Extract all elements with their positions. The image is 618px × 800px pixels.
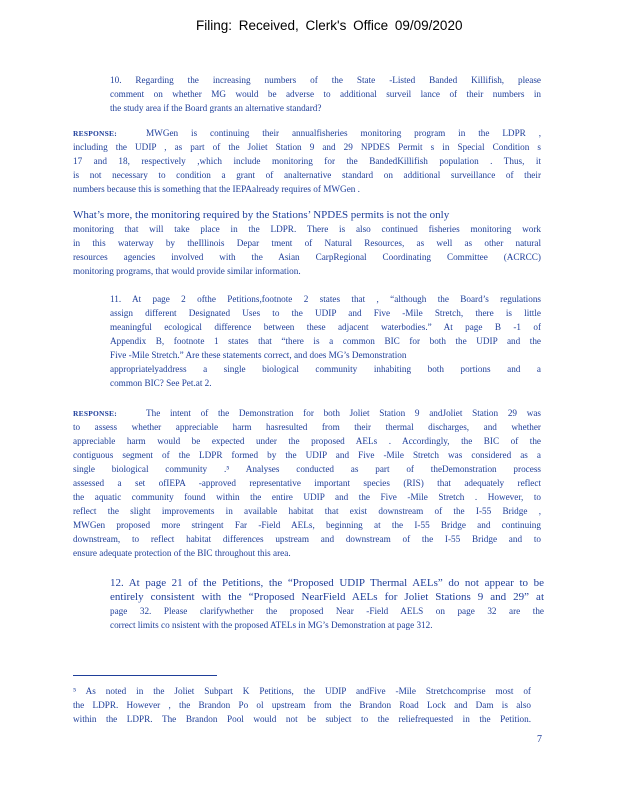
response-11 bbox=[73, 406, 541, 560]
filing-header: Filing: Received, Clerk's Office 09/09/2020 bbox=[196, 18, 463, 33]
text-line: including the UDIP , as part of the Joliet Station 9 and 29 NPDES Permit s in Special Condition s bbox=[73, 142, 541, 152]
text-line: 17 and 18, respectively ,which include monitoring for the BandedKillifish population . Thus, it bbox=[73, 156, 541, 166]
text-line: resources agencies involved with the Asian CarpRegional Coordinating Committee (ACRCC) bbox=[73, 252, 541, 262]
text-line: the study area if the Board grants an alternative standard? bbox=[110, 103, 322, 113]
text-line: the aquatic community found within the entire UDIP and the Five -Mile Stretch . However, to bbox=[73, 492, 541, 502]
text-line: meaningful ecological difference between these adjacent waterbodies.” At page B -1 of bbox=[110, 322, 541, 332]
response-label: RESPONSE: bbox=[73, 129, 117, 138]
page-number: 7 bbox=[537, 734, 542, 745]
text-line: ensure adequate protection of the BIC throughout this area. bbox=[73, 548, 291, 558]
text-line: downstream, to reflect habitat differences upstream and downstream of the I-55 Bridge and to bbox=[73, 534, 541, 544]
text-line: appreciable harm would be expected under the proposed AELs . Accordingly, the BIC of the bbox=[73, 436, 541, 446]
text-line: assessed a set ofIEPA -approved representative important species (RIS) that adequately reflect bbox=[73, 478, 541, 488]
text-line: MWGen proposed more stringent Far -Field AELs, beginning at the I-55 Bridge and continuing bbox=[73, 520, 541, 530]
text-line: contiguous segment of the LDPR formed by the UDIP and Five -Mile Stretch was considered as a bbox=[73, 450, 541, 460]
text-line: ⁵ As noted in the Joliet Subpart K Petitions, the UDIP andFive -Mile Stretchcomprise most of bbox=[73, 686, 531, 696]
text-line: appropriatelyaddress a single biological community inhabiting both portions and a bbox=[110, 364, 541, 374]
text-line: Appendix B, footnote 1 states that “there is a common BIC for both the UDIP and the bbox=[110, 336, 541, 346]
text-line: Five -Mile Stretch.” Are these statements correct, and does MG’s Demonstration bbox=[110, 350, 407, 360]
text-line: 10. Regarding the increasing numbers of the State -Listed Banded Killifish, please bbox=[110, 75, 541, 85]
text-line: single biological community .⁵ Analyses conducted as part of theDemonstration process bbox=[73, 464, 541, 474]
paragraph-monitoring bbox=[73, 208, 541, 278]
text-line: correct limits co nsistent with the proposed ATELs in MG’s Demonstration at page 312. bbox=[110, 620, 433, 630]
text-line: The intent of the Demonstration for both Joliet Station 9 andJoliet Station 29 was bbox=[146, 408, 541, 418]
question-12 bbox=[110, 576, 544, 632]
footnote-divider bbox=[73, 675, 217, 676]
text-line: reflect the slight improvements in available habitat that exist downstream of the I-55 Bridge , bbox=[73, 506, 541, 516]
text-line: comment on whether MG would be adverse to additional surveil lance of their numbers in bbox=[110, 89, 541, 99]
text-line: assign different Designated Uses to the UDIP and Five -Mile Stretch, there is little bbox=[110, 308, 541, 318]
text-line: monitoring that will take place in the LDPR. There is also continued fisheries monitoring work bbox=[73, 224, 541, 234]
text-line: What’s more, the monitoring required by the Stations’ NPDES permits is not the only bbox=[73, 209, 450, 221]
text-line: in this waterway by theIllinois Depar tment of Natural Resources, as well as other natural bbox=[73, 238, 541, 248]
text-line: is not necessary to condition a grant of analternative standard on additional surveillance of their bbox=[73, 170, 541, 180]
text-line: numbers because this is something that the IEPAalready requires of MWGen . bbox=[73, 184, 360, 194]
text-line: the LDPR. However , the Brandon Po ol upstream from the Brandon Road Lock and Dam is also bbox=[73, 700, 531, 710]
text-line: page 32. Please clarifywhether the proposed Near -Field AELS on page 32 are the bbox=[110, 606, 544, 616]
question-11 bbox=[110, 292, 541, 390]
footnote-5 bbox=[73, 684, 531, 726]
response-label: RESPONSE: bbox=[73, 409, 117, 418]
text-line: entirely consistent with the “Proposed NearField AELs for Joliet Stations 9 and 29” at bbox=[110, 591, 544, 603]
text-line: 11. At page 2 ofthe Petitions,footnote 2 states that , “although the Board’s regulations bbox=[110, 294, 541, 304]
response-10 bbox=[73, 126, 541, 196]
text-line: within the LDPR. The Brandon Pool would not be subject to the reliefrequested in the Petition. bbox=[73, 714, 531, 724]
text-line: monitoring programs, that would provide similar information. bbox=[73, 266, 301, 276]
text-line: to assess whether appreciable harm hasresulted from their thermal discharges, and whether bbox=[73, 422, 541, 432]
question-10 bbox=[110, 73, 541, 115]
text-line: common BIC? See Pet.at 2. bbox=[110, 378, 212, 388]
text-line: MWGen is continuing their annualfisheries monitoring program in the LDPR , bbox=[146, 128, 541, 138]
text-line: 12. At page 21 of the Petitions, the “Proposed UDIP Thermal AELs” do not appear to be bbox=[110, 577, 544, 589]
